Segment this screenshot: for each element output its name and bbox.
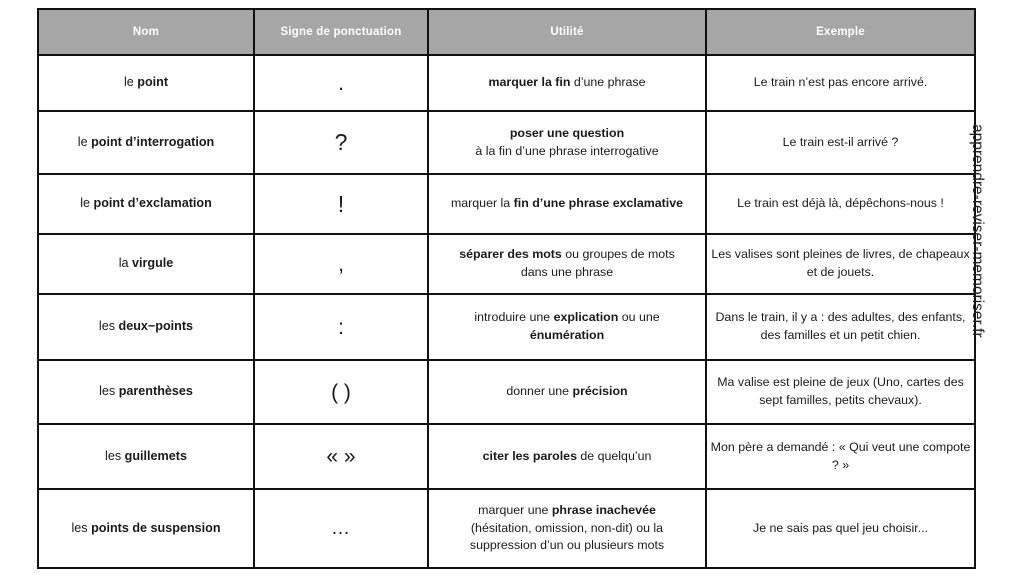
cell-punctuation-sign: ! (254, 174, 428, 234)
table-row (38, 55, 975, 111)
utilite-emphasis: fin d’une phrase exclamative (513, 196, 684, 211)
utilite-line (429, 125, 705, 143)
utilite-text: d’une phrase (570, 75, 646, 90)
column-header-signe-de-ponctuation: Signe de ponctuation (254, 9, 428, 55)
utilite-line (429, 264, 705, 282)
cell-utilite (428, 360, 706, 424)
nom-text: les (71, 520, 92, 535)
utilite-line (429, 143, 705, 161)
cell-exemple: Le train est-il arrivé ? (706, 111, 975, 174)
cell-punctuation-sign: … (254, 489, 428, 568)
utilite-line (429, 383, 705, 401)
column-header-exemple: Exemple (706, 9, 975, 55)
utilite-emphasis: phrase inachevée (551, 503, 656, 518)
table-header (38, 9, 975, 55)
cell-exemple: Mon père a demandé : « Qui veut une compote ? » (706, 424, 975, 489)
column-header-utilite: Utilité (428, 9, 706, 55)
cell-utilite (428, 424, 706, 489)
cell-punctuation-sign: . (254, 55, 428, 111)
nom-term: guillemets (124, 448, 187, 463)
utilite-line (429, 246, 705, 264)
utilite-emphasis: explication (553, 310, 619, 325)
nom-text: le (77, 134, 92, 149)
cell-nom (38, 294, 254, 360)
cell-nom (38, 489, 254, 568)
cell-exemple: Je ne sais pas quel jeu choisir... (706, 489, 975, 568)
nom-text: le (123, 75, 138, 90)
cell-nom (38, 360, 254, 424)
utilite-emphasis: citer les paroles (482, 448, 577, 463)
cell-nom (38, 424, 254, 489)
watermark-site-url: apprendre-reviser-memoriser.fr (969, 124, 986, 338)
utilite-text: ou groupes de mots (561, 247, 675, 262)
cell-punctuation-sign: ? (254, 111, 428, 174)
utilite-line (429, 309, 705, 327)
cell-punctuation-sign: , (254, 234, 428, 294)
column-header-nom: Nom (38, 9, 254, 55)
utilite-emphasis: marquer la fin (488, 75, 571, 90)
utilite-line (429, 502, 705, 520)
utilite-line (429, 537, 705, 555)
table-row (38, 424, 975, 489)
utilite-text: (hésitation, omission, non-dit) ou la (470, 520, 664, 535)
cell-exemple: Dans le train, il y a : des adultes, des enfants, des familles et un petit chien. (706, 294, 975, 360)
table-row (38, 174, 975, 234)
nom-term: point d’interrogation (91, 134, 215, 149)
cell-exemple: Les valises sont pleines de livres, de chapeaux et de jouets. (706, 234, 975, 294)
nom-term: point d’exclamation (93, 196, 212, 211)
cell-nom (38, 174, 254, 234)
cell-punctuation-sign: « » (254, 424, 428, 489)
table-body (38, 55, 975, 568)
nom-text: la (118, 256, 132, 271)
cell-exemple: Le train n’est pas encore arrivé. (706, 55, 975, 111)
cell-nom (38, 55, 254, 111)
utilite-line (429, 195, 705, 213)
punctuation-table (37, 8, 976, 569)
utilite-text: à la fin d’une phrase interrogative (475, 143, 659, 158)
cell-nom (38, 111, 254, 174)
nom-text: les (98, 319, 119, 334)
cell-exemple: Le train est déjà là, dépêchons-nous ! (706, 174, 975, 234)
table-row (38, 294, 975, 360)
table-row (38, 489, 975, 568)
utilite-emphasis: énumération (529, 328, 605, 342)
cell-punctuation-sign: ( ) (254, 360, 428, 424)
nom-text: les (99, 384, 119, 399)
nom-term: point (137, 75, 169, 90)
cell-exemple: Ma valise est pleine de jeux (Uno, cartes des sept familles, petits chevaux). (706, 360, 975, 424)
cell-nom (38, 234, 254, 294)
cell-utilite (428, 234, 706, 294)
utilite-emphasis: poser une question (509, 125, 625, 140)
utilite-emphasis: séparer des mots (459, 247, 562, 262)
nom-term: parenthèses (118, 384, 193, 399)
utilite-text: ou une (618, 310, 660, 325)
utilite-text: marquer la (450, 196, 514, 211)
utilite-text: introduire une (474, 310, 554, 325)
nom-term: points de suspension (91, 520, 221, 535)
table-row (38, 234, 975, 294)
table-row (38, 360, 975, 424)
cell-utilite (428, 489, 706, 568)
table-row (38, 111, 975, 174)
utilite-text: suppression d’un ou plusieurs mots (469, 538, 665, 553)
table-header-row (38, 9, 975, 55)
utilite-text: de quelqu’un (576, 448, 652, 463)
nom-term: virgule (132, 256, 174, 271)
nom-text: les (105, 448, 125, 463)
nom-term: deux−points (118, 319, 194, 334)
utilite-emphasis: précision (572, 384, 628, 399)
cell-utilite (428, 294, 706, 360)
cell-utilite (428, 174, 706, 234)
utilite-text: dans une phrase (520, 265, 614, 279)
cell-punctuation-sign: : (254, 294, 428, 360)
cell-utilite (428, 55, 706, 111)
utilite-text: donner une (506, 384, 573, 399)
utilite-text: marquer une (478, 503, 552, 518)
utilite-line (429, 74, 705, 92)
utilite-line (429, 448, 705, 466)
cell-utilite (428, 111, 706, 174)
nom-text: le (80, 196, 94, 211)
utilite-line (429, 327, 705, 345)
utilite-line (429, 520, 705, 538)
